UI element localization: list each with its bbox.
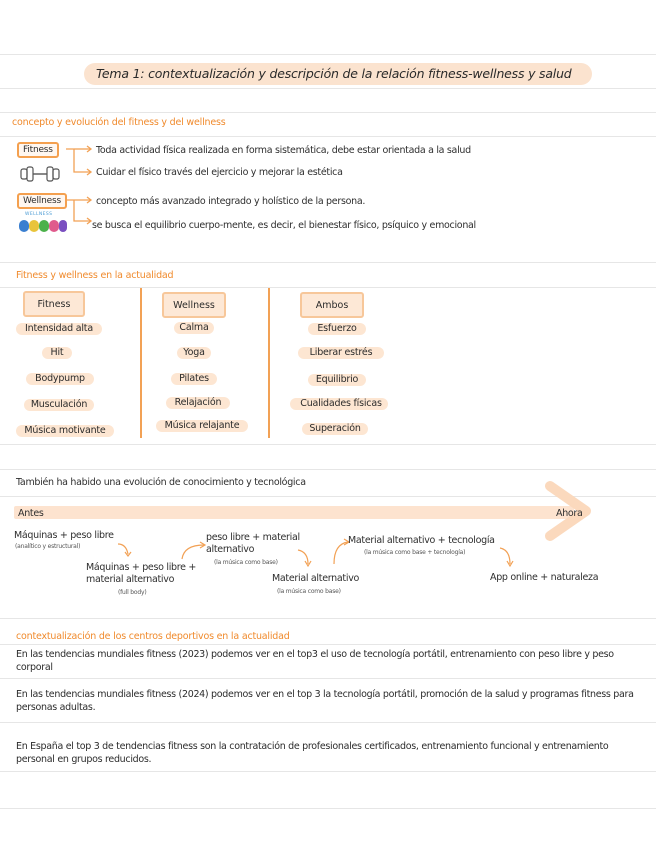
fitness-definition-1: Toda actividad física realizada en forma sistemática, debe estar orientada a la salud <box>96 145 471 156</box>
timeline-bar <box>14 506 574 519</box>
wellness-item: Pilates <box>179 373 209 384</box>
column-header-ambos: Ambos <box>300 292 364 318</box>
wellness-item: Música relajante <box>164 420 240 431</box>
stage-1-label: Máquinas + peso libre <box>14 530 114 541</box>
column-header-wellness: Wellness <box>162 292 226 318</box>
ambos-item: Cualidades físicas <box>300 398 382 409</box>
timeline-end-label: Ahora <box>556 508 583 519</box>
stage-4-label: Material alternativo <box>272 573 360 584</box>
stage-2-note: (full body) <box>118 589 147 596</box>
stage-arrow <box>498 546 518 570</box>
stage-arrow <box>296 548 316 570</box>
wellness-item: Yoga <box>183 347 205 358</box>
wellness-label: Wellness <box>17 193 67 209</box>
ambos-item: Esfuerzo <box>317 323 357 334</box>
stage-3-note: (la música como base) <box>214 559 278 566</box>
stage-arrow <box>116 542 134 558</box>
stage-5-label: Material alternativo + tecnología <box>348 535 495 546</box>
section4-heading: contextualización de los centros deportivos en la actualidad <box>16 631 290 642</box>
trend-paragraph-2023: En las tendencias mundiales fitness (2023) podemos ver en el top3 el uso de tecnología portátil, entrenamiento con peso libre y peso corporal <box>16 649 614 673</box>
column-divider-1 <box>140 288 142 438</box>
wellness-item: Calma <box>179 322 209 333</box>
wellness-definition-1: concepto más avanzado integrado y holístico de la persona. <box>96 196 366 207</box>
ambos-item: Liberar estrés <box>309 347 373 358</box>
section1-heading: concepto y evolución del fitness y del wellness <box>12 117 226 128</box>
stage-5-note: (la música como base + tecnología) <box>364 549 466 556</box>
section2-heading: Fitness y wellness en la actualidad <box>16 270 174 281</box>
stage-1-note: (analítico y estructural) <box>15 543 81 550</box>
fitness-label: Fitness <box>17 142 59 158</box>
stage-6-label: App online + naturaleza <box>490 572 599 583</box>
ambos-item: Equilibrio <box>315 374 359 385</box>
timeline-start-label: Antes <box>18 508 44 519</box>
trend-paragraph-spain: En España el top 3 de tendencias fitness son la contratación de profesionales certificados, entrenamiento funcional y entrenamiento personal en grupos reducidos. <box>16 741 609 765</box>
fitness-item: Hit <box>50 347 64 358</box>
fitness-bracket-arrows <box>64 143 94 183</box>
wellness-logo <box>17 212 69 236</box>
fitness-item: Música motivante <box>24 425 106 436</box>
stage-2-label: Máquinas + peso libre + material alternativo <box>86 562 197 585</box>
evolution-intro: También ha habido una evolución de conocimiento y tecnológica <box>16 477 306 488</box>
stage-arrow <box>180 541 208 561</box>
trend-paragraph-2024: En las tendencias mundiales fitness (2024) podemos ver en el top 3 la tecnología portátil, promoción de la salud y programas fitness para personas adultas. <box>16 689 634 713</box>
fitness-definition-2: Cuidar el físico través del ejercicio y mejorar la estética <box>96 167 343 178</box>
wellness-item: Relajación <box>174 397 222 408</box>
fitness-item: Intensidad alta <box>25 323 93 334</box>
stage-4-note: (la música como base) <box>277 588 341 595</box>
page-title: Tema 1: contextualización y descripción de la relación fitness-wellness y salud <box>96 66 572 81</box>
stage-3-label: peso libre + material alternativo <box>206 532 300 555</box>
ambos-item: Superación <box>309 423 361 434</box>
dumbbell-icon <box>19 164 61 184</box>
column-divider-2 <box>268 288 270 438</box>
wellness-definition-2: se busca el equilibrio cuerpo-mente, es decir, el bienestar físico, psíquico y emocional <box>92 220 476 231</box>
fitness-item: Musculación <box>30 399 88 410</box>
fitness-item: Bodypump <box>35 373 85 384</box>
column-header-fitness: Fitness <box>23 291 85 317</box>
wellness-logo-text: WELLNESS <box>25 212 53 217</box>
